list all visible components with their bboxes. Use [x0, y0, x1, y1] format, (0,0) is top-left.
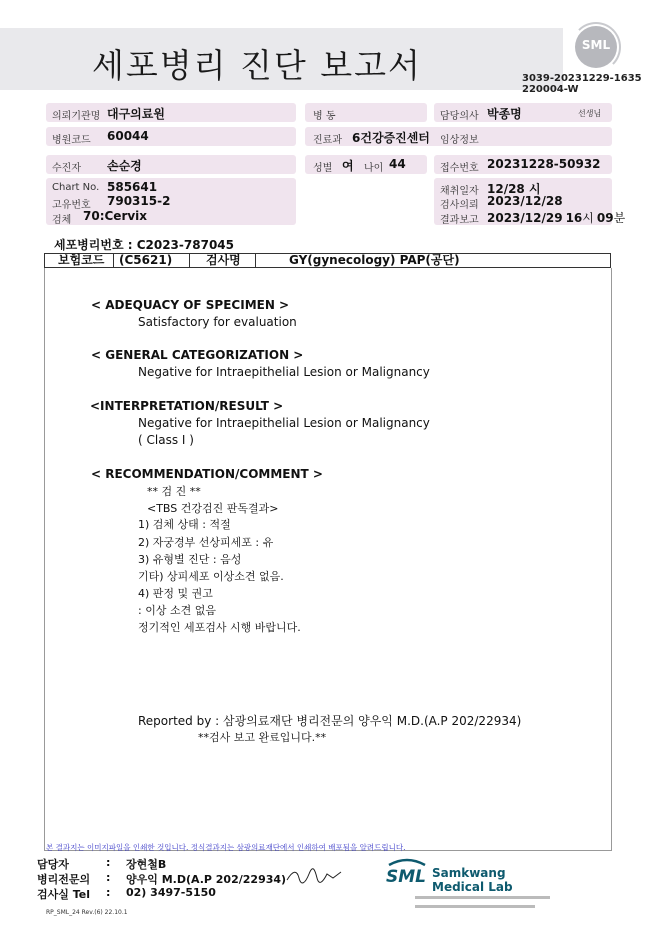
brand-address-lines [415, 896, 550, 899]
comment-line: 1) 검체 상태 : 적절 [138, 518, 231, 531]
report-hour-unit: 시 [582, 211, 594, 225]
unique-value: 790315-2 [107, 194, 171, 208]
reported-by: Reported by : 삼광의료재단 병리전문의 양우익 M.D.(A.P 202/22934) [138, 714, 522, 728]
exam-bar [44, 253, 611, 268]
specimen-value: 70:Cervix [83, 209, 148, 223]
interpretation-text: Negative for Intraepithelial Lesion or Malignancy [138, 416, 430, 430]
comment-line: 4) 판정 및 권고 [138, 587, 213, 600]
collect-label: 채취일자 [440, 186, 479, 197]
exam-name-label: 검사명 [206, 253, 241, 267]
report-minute-unit: 분 [613, 211, 626, 225]
disclaimer: 본 결과지는 이미지파일을 인쇄한 것입니다. 정식결과지는 삼광의료재단에서 인쇄하여 배포됨을 알려드립니다. [46, 843, 406, 852]
cytology-number: 세포병리번호 : C2023-787045 [54, 238, 234, 252]
document-number-line1: 3039-20231229-1635 [522, 73, 642, 84]
brand-name-line1: Samkwang [432, 866, 506, 880]
interpretation-header: <INTERPRETATION/RESULT > [90, 399, 284, 413]
document-number-line2: 220004-W [522, 84, 579, 95]
lab-tel-label: 검사실 Tel [37, 888, 90, 901]
comment-line: <TBS 건강검진 판독결과> [147, 502, 279, 515]
end-note: **검사 보고 완료입니다.** [198, 731, 327, 744]
recommendation-header: < RECOMMENDATION/COMMENT > [91, 467, 323, 481]
subject-value: 손순경 [107, 159, 142, 173]
form-code: RP_SML_24 Rev.(6) 22.10.1 [46, 909, 128, 916]
collect-value: 12/28 시 [487, 182, 541, 196]
comment-line: ** 검 진 ** [147, 485, 201, 498]
comment-line: 정기적인 세포검사 시행 바랍니다. [138, 621, 301, 634]
unique-label: 고유번호 [52, 200, 91, 211]
pathologist-label: 병리전문의 [37, 873, 91, 886]
report-date-value [487, 209, 625, 226]
exam-divider [189, 254, 190, 267]
comment-line: 기타) 상피세포 이상소견 없음. [138, 570, 284, 583]
sex-label: 성별 [313, 163, 333, 174]
request-label: 검사의뢰 [440, 200, 479, 211]
chart-value: 585641 [107, 180, 158, 194]
age-label: 나이 [364, 163, 384, 174]
manager-label: 담당자 [37, 858, 69, 871]
document-number [522, 73, 642, 95]
pathologist-value: 양우익 M.D(A.P 202/22934) [126, 873, 287, 886]
comment-line: : 이상 소견 없음 [138, 604, 216, 617]
subject-label: 수진자 [52, 163, 81, 174]
logo-text: SML [581, 38, 611, 52]
adequacy-header: < ADEQUACY OF SPECIMEN > [91, 298, 290, 312]
pathologist-colon: : [106, 871, 111, 884]
doctor-label: 담당의사 [440, 111, 479, 122]
sex-value: 여 [342, 159, 354, 173]
adequacy-text: Satisfactory for evaluation [138, 315, 297, 329]
brand-mark: SML [386, 867, 426, 887]
insurance-value: (C5621) [119, 253, 173, 267]
request-value: 2023/12/28 [487, 194, 563, 208]
exam-divider [113, 254, 114, 267]
hospital-label: 의뢰기관명 [52, 111, 101, 122]
general-text: Negative for Intraepithelial Lesion or Malignancy [138, 365, 430, 379]
dept-label: 진료과 [313, 135, 342, 146]
sml-logo-icon [575, 26, 617, 68]
manager-value: 장현철B [126, 858, 167, 871]
chart-label: Chart No. [52, 182, 100, 193]
brand-name-line2: Medical Lab [432, 880, 513, 894]
interpretation-class: ( Class I ) [138, 433, 194, 447]
general-header: < GENERAL CATEGORIZATION > [91, 348, 304, 362]
specimen-label: 검체 [52, 215, 72, 226]
report-date: 2023/12/29 [487, 211, 563, 225]
receipt-value: 20231228-50932 [487, 157, 601, 171]
manager-colon: : [106, 856, 111, 869]
ward-label: 병 동 [313, 111, 336, 122]
lab-tel-colon: : [106, 886, 111, 899]
age-value: 44 [389, 157, 406, 171]
comment-line: 2) 자궁경부 선상피세포 : 유 [138, 536, 274, 549]
subject-field [46, 155, 296, 174]
dept-value: 6건강증진센터 [352, 131, 430, 145]
lab-tel-value: 02) 3497-5150 [126, 886, 216, 899]
clinical-info-label: 임상정보 [440, 135, 479, 146]
doctor-suffix: 선생님 [578, 109, 602, 118]
receipt-label: 접수번호 [440, 163, 479, 174]
hospital-code-value: 60044 [107, 129, 149, 143]
brand-contact-lines [415, 905, 535, 908]
report-hour: 16 [565, 211, 583, 225]
report-minute: 09 [596, 211, 614, 225]
hospital-value: 대구의료원 [107, 107, 165, 121]
page-title: 세포병리 진단 보고서 [92, 46, 422, 85]
exam-name-value: GY(gynecology) PAP(공단) [289, 253, 460, 267]
report-date-label: 결과보고 [440, 215, 479, 226]
doctor-value: 박종명 [487, 107, 522, 121]
comment-line: 3) 유형별 진단 : 음성 [138, 553, 242, 566]
signature-image [285, 866, 343, 886]
exam-divider [255, 254, 256, 267]
hospital-code-label: 병원코드 [52, 135, 91, 146]
insurance-label: 보험코드 [58, 253, 105, 267]
